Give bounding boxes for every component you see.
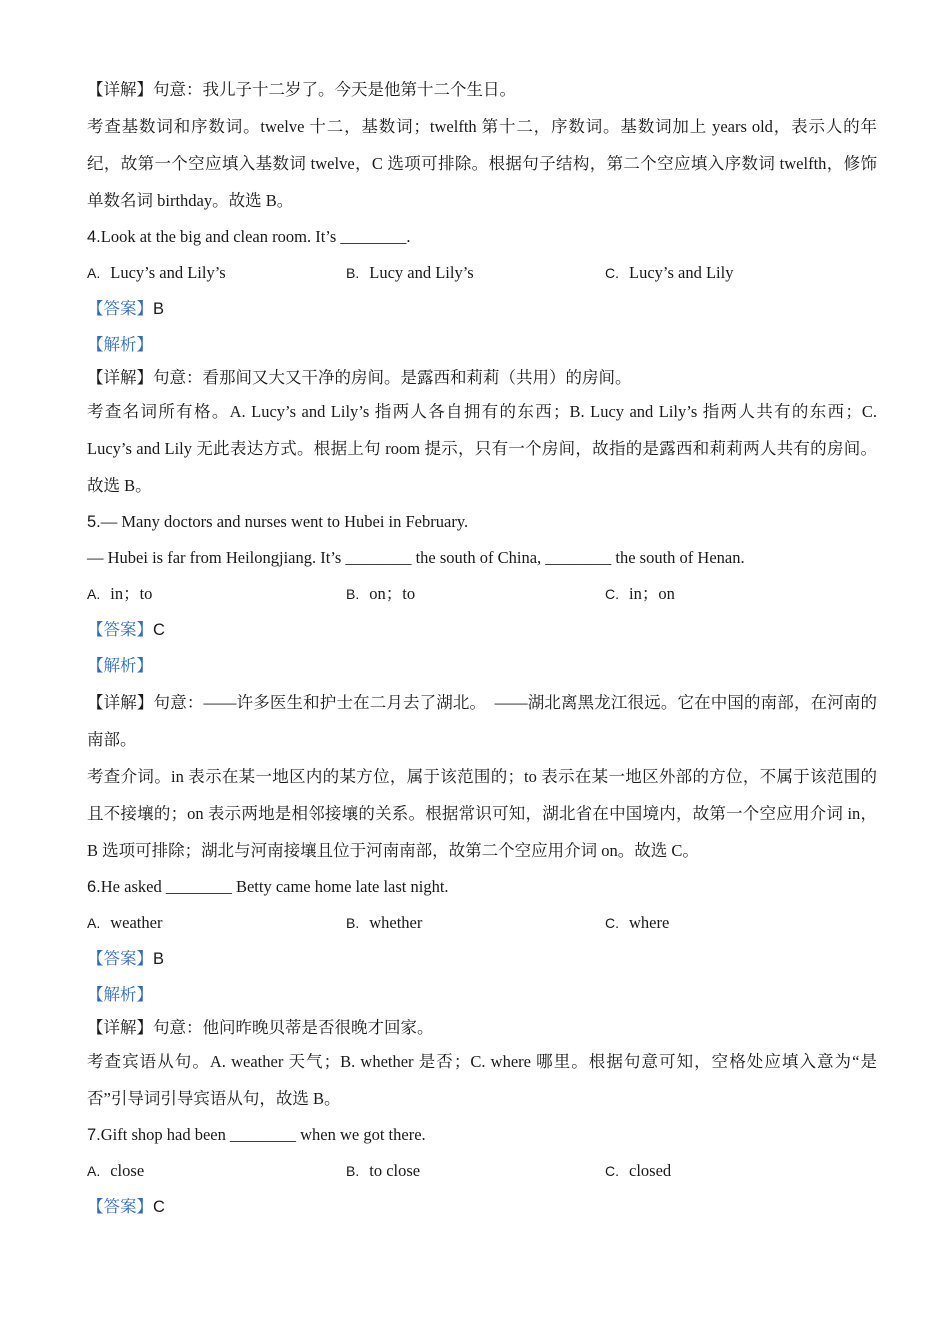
answer-tag: 【答案】 bbox=[87, 620, 153, 639]
option-text: closed bbox=[629, 1161, 672, 1180]
option-letter: A. bbox=[87, 586, 101, 602]
option-letter: C. bbox=[605, 586, 619, 602]
answer-tag: 【答案】 bbox=[87, 1197, 153, 1216]
option-letter: B. bbox=[346, 1163, 360, 1179]
option-c bbox=[605, 576, 864, 612]
question-4 bbox=[87, 219, 877, 255]
detail-4: 【详解】句意：看那间又大又干净的房间。是露西和莉莉（共用）的房间。 bbox=[87, 368, 632, 387]
option-b bbox=[346, 255, 605, 291]
question-number: 5. bbox=[87, 513, 101, 531]
option-text: where bbox=[629, 913, 670, 932]
analysis-4: 考查名词所有格。A. Lucy’s and Lily’s 指两人各自拥有的东西；B. Lucy and Lily’s 指两人共有的东西；C. Lucy’s and Lily 无此表达方式。根据上句 room 提示，只有一个房间，故指的是露西和莉莉两人共有的房间。故选 B。 bbox=[87, 402, 877, 495]
answer-value: C bbox=[153, 621, 165, 639]
question-6 bbox=[87, 869, 877, 905]
answer-tag: 【答案】 bbox=[87, 299, 153, 318]
answer-4 bbox=[87, 291, 877, 327]
question-7 bbox=[87, 1117, 877, 1153]
detail-5: 【详解】句意：——许多医生和护士在二月去了湖北。 ——湖北离黑龙江很远。它在中国的南部，在河南的南部。 bbox=[87, 693, 877, 749]
option-text: Lucy’s and Lily bbox=[629, 263, 734, 282]
analysis-5: 考查介词。in 表示在某一地区内的某方位，属于该范围的；to 表示在某一地区外部的方位，不属于该范围的且不接壤的；on 表示两地是相邻接壤的关系。根据常识可知，湖北省在中国境内，故第一个空应用介词 in，B 选项可排除；湖北与河南接壤且位于河南南部，故第二个空应用介词 on。故选 C。 bbox=[87, 767, 877, 860]
question-stem: He asked ________ Betty came home late last night. bbox=[100, 877, 449, 896]
option-letter: A. bbox=[87, 265, 101, 281]
option-letter: A. bbox=[87, 1163, 101, 1179]
answer-value: B bbox=[153, 300, 165, 318]
option-letter: C. bbox=[605, 265, 619, 281]
option-text: Lucy’s and Lily’s bbox=[110, 263, 226, 282]
question-stem: — Many doctors and nurses went to Hubei in February. bbox=[100, 512, 469, 531]
question-number: 6. bbox=[87, 878, 101, 896]
option-a bbox=[87, 1153, 346, 1189]
question-5-line2: — Hubei is far from Heilongjiang. It’s ________ the south of China, ________ the south of Henan. bbox=[87, 548, 745, 567]
option-a bbox=[87, 905, 346, 941]
option-a bbox=[87, 255, 346, 291]
option-text: to close bbox=[369, 1161, 421, 1180]
options-4 bbox=[87, 255, 877, 291]
question-number: 7. bbox=[87, 1126, 101, 1144]
answer-tag: 【答案】 bbox=[87, 949, 153, 968]
options-7 bbox=[87, 1153, 877, 1189]
option-a bbox=[87, 576, 346, 612]
question-5 bbox=[87, 504, 877, 540]
option-text: close bbox=[110, 1161, 145, 1180]
option-letter: B. bbox=[346, 586, 360, 602]
detail-6: 【详解】句意：他问昨晚贝蒂是否很晚才回家。 bbox=[87, 1018, 434, 1037]
analysis-6: 考查宾语从句。A. weather 天气；B. whether 是否；C. where 哪里。根据句意可知，空格处应填入意为“是否”引导词引导宾语从句，故选 B。 bbox=[87, 1052, 877, 1108]
option-letter: A. bbox=[87, 915, 101, 931]
options-5 bbox=[87, 576, 877, 612]
jiexi-tag-6: 【解析】 bbox=[87, 985, 153, 1004]
option-letter: C. bbox=[605, 915, 619, 931]
question-number: 4. bbox=[87, 228, 101, 246]
question-stem: Gift shop had been ________ when we got there. bbox=[100, 1125, 426, 1144]
option-text: weather bbox=[110, 913, 163, 932]
answer-5 bbox=[87, 612, 877, 648]
jiexi-tag-4: 【解析】 bbox=[87, 335, 153, 354]
document-page bbox=[87, 72, 877, 1225]
question-stem: Look at the big and clean room. It’s ________. bbox=[100, 227, 411, 246]
option-letter: C. bbox=[605, 1163, 619, 1179]
option-text: in；to bbox=[110, 584, 153, 603]
option-b bbox=[346, 905, 605, 941]
option-text: in；on bbox=[629, 584, 675, 603]
option-b bbox=[346, 1153, 605, 1189]
option-c bbox=[605, 1153, 864, 1189]
q3-detail: 【详解】句意：我儿子十二岁了。今天是他第十二个生日。 bbox=[87, 80, 516, 99]
option-c bbox=[605, 255, 864, 291]
option-text: Lucy and Lily’s bbox=[369, 263, 474, 282]
answer-7 bbox=[87, 1189, 877, 1225]
option-b bbox=[346, 576, 605, 612]
answer-value: C bbox=[153, 1198, 165, 1216]
answer-6 bbox=[87, 941, 877, 977]
option-letter: B. bbox=[346, 915, 360, 931]
option-c bbox=[605, 905, 864, 941]
answer-value: B bbox=[153, 950, 165, 968]
q3-analysis: 考查基数词和序数词。twelve 十二，基数词；twelfth 第十二，序数词。基数词加上 years old，表示人的年纪，故第一个空应填入基数词 twelve，C 选项可排除。根据句子结构，第二个空应填入序数词 twelfth，修饰单数名词 birthday。故选 B。 bbox=[87, 117, 877, 210]
option-letter: B. bbox=[346, 265, 360, 281]
option-text: whether bbox=[369, 913, 423, 932]
option-text: on；to bbox=[369, 584, 416, 603]
jiexi-tag-5: 【解析】 bbox=[87, 656, 153, 675]
options-6 bbox=[87, 905, 877, 941]
